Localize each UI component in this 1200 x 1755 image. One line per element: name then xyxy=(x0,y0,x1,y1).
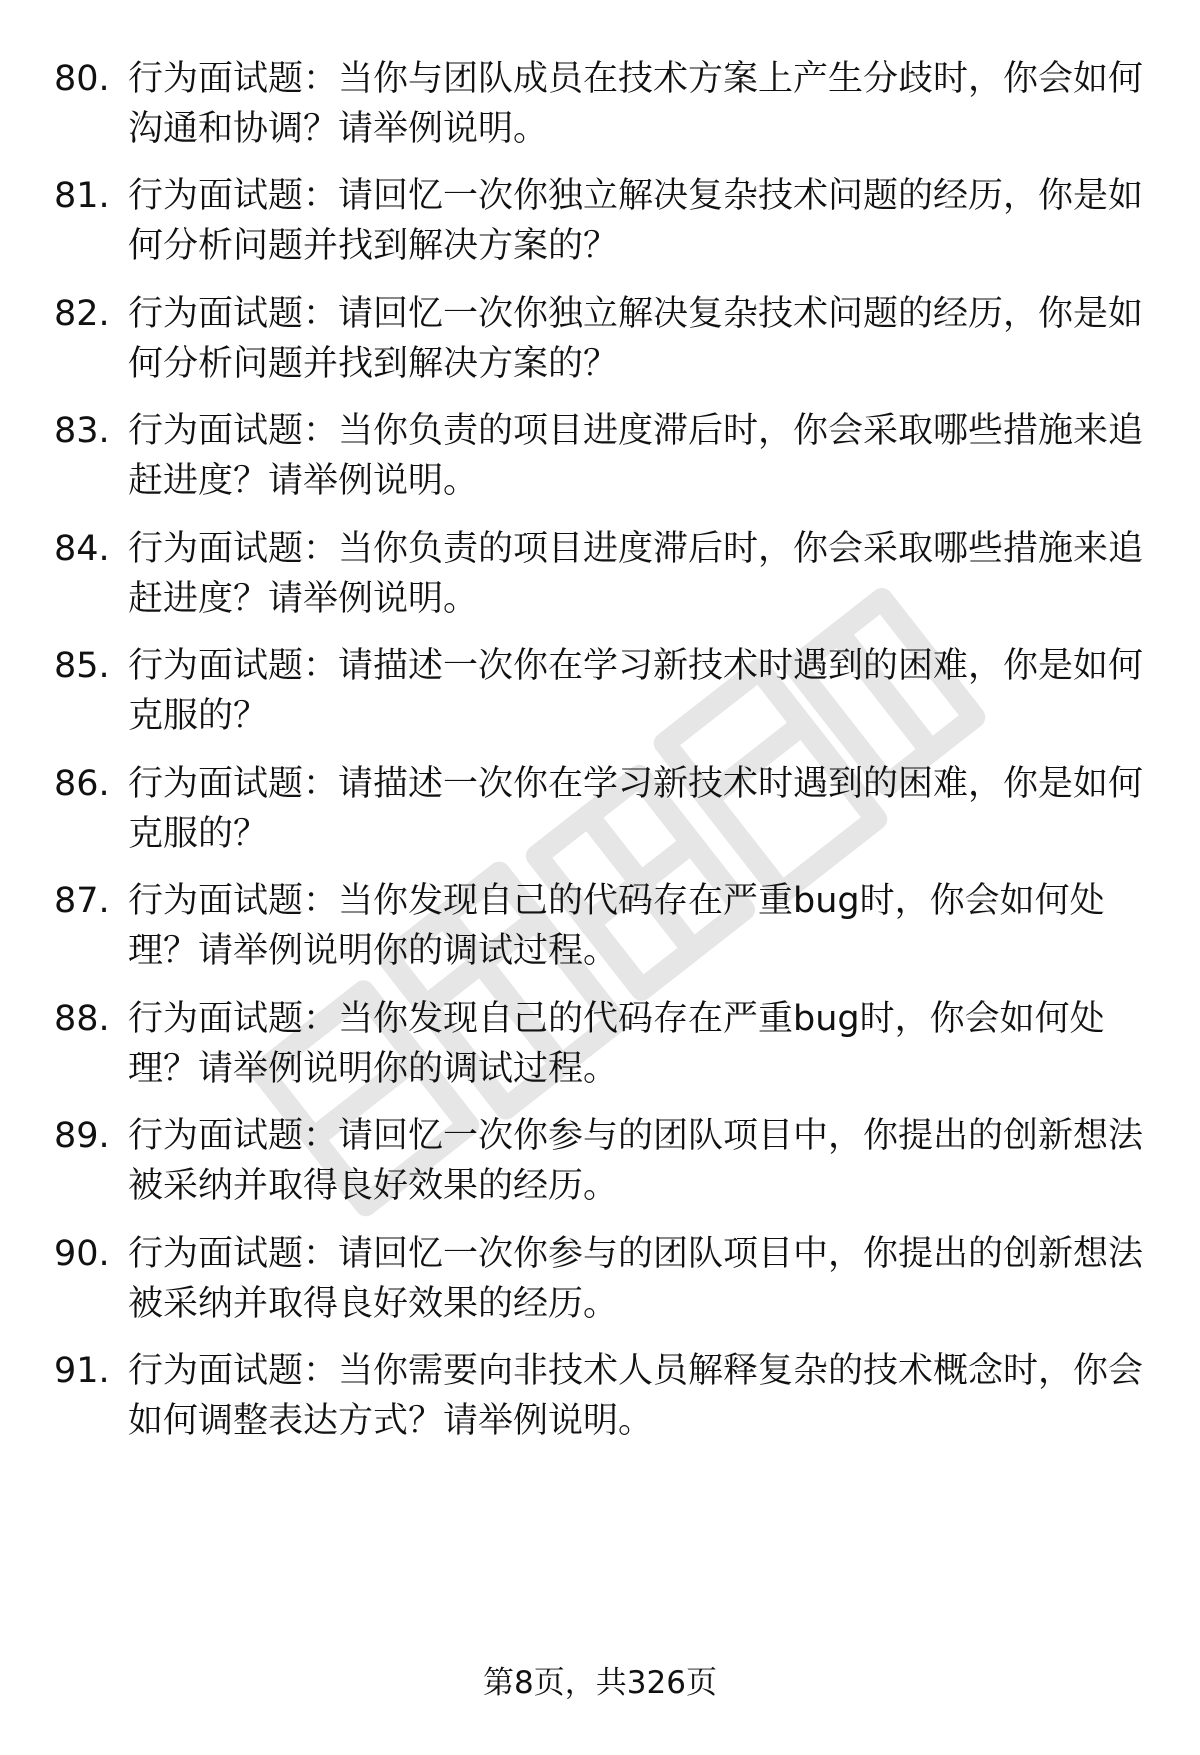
question-number: 88. xyxy=(54,999,110,1039)
question-number: 87. xyxy=(54,881,110,921)
question-number: 91. xyxy=(54,1351,110,1391)
question-number: 90. xyxy=(54,1234,110,1274)
question-text: 行为面试题：请回忆一次你参与的团队项目中，你提出的创新想法被采纳并取得良好效果的经历。 xyxy=(128,1234,1144,1324)
question-number: 80. xyxy=(54,59,110,99)
question-text: 行为面试题：当你发现自己的代码存在严重bug时，你会如何处理？请举例说明你的调试过程。 xyxy=(128,881,1105,971)
question-text: 行为面试题：当你负责的项目进度滞后时，你会采取哪些措施来追赶进度？请举例说明。 xyxy=(128,411,1144,501)
question-number: 81. xyxy=(54,176,110,216)
question-text: 行为面试题：当你发现自己的代码存在严重bug时，你会如何处理？请举例说明你的调试过程。 xyxy=(128,999,1105,1089)
question-text: 行为面试题：请回忆一次你独立解决复杂技术问题的经历，你是如何分析问题并找到解决方案的？ xyxy=(128,176,1144,266)
question-number: 86. xyxy=(54,764,110,804)
question-number: 85. xyxy=(54,646,110,686)
question-text: 行为面试题：请回忆一次你独立解决复杂技术问题的经历，你是如何分析问题并找到解决方案的？ xyxy=(128,294,1144,384)
question-text: 行为面试题：当你负责的项目进度滞后时，你会采取哪些措施来追赶进度？请举例说明。 xyxy=(128,529,1144,619)
question-text: 行为面试题：当你与团队成员在技术方案上产生分歧时，你会如何沟通和协调？请举例说明。 xyxy=(128,59,1144,149)
question-text: 行为面试题：请描述一次你在学习新技术时遇到的困难，你是如何克服的？ xyxy=(128,764,1144,854)
question-text: 行为面试题：请描述一次你在学习新技术时遇到的困难，你是如何克服的？ xyxy=(128,646,1144,736)
question-number: 82. xyxy=(54,294,110,334)
question-text: 行为面试题：请回忆一次你参与的团队项目中，你提出的创新想法被采纳并取得良好效果的经历。 xyxy=(128,1116,1144,1206)
page-footer xyxy=(0,1663,1200,1703)
question-number: 84. xyxy=(54,529,110,569)
page-number-label: 第8页，共326页 xyxy=(483,1665,717,1701)
question-number: 89. xyxy=(54,1116,110,1156)
question-number: 83. xyxy=(54,411,110,451)
question-text: 行为面试题：当你需要向非技术人员解释复杂的技术概念时，你会如何调整表达方式？请举例说明。 xyxy=(128,1351,1144,1441)
